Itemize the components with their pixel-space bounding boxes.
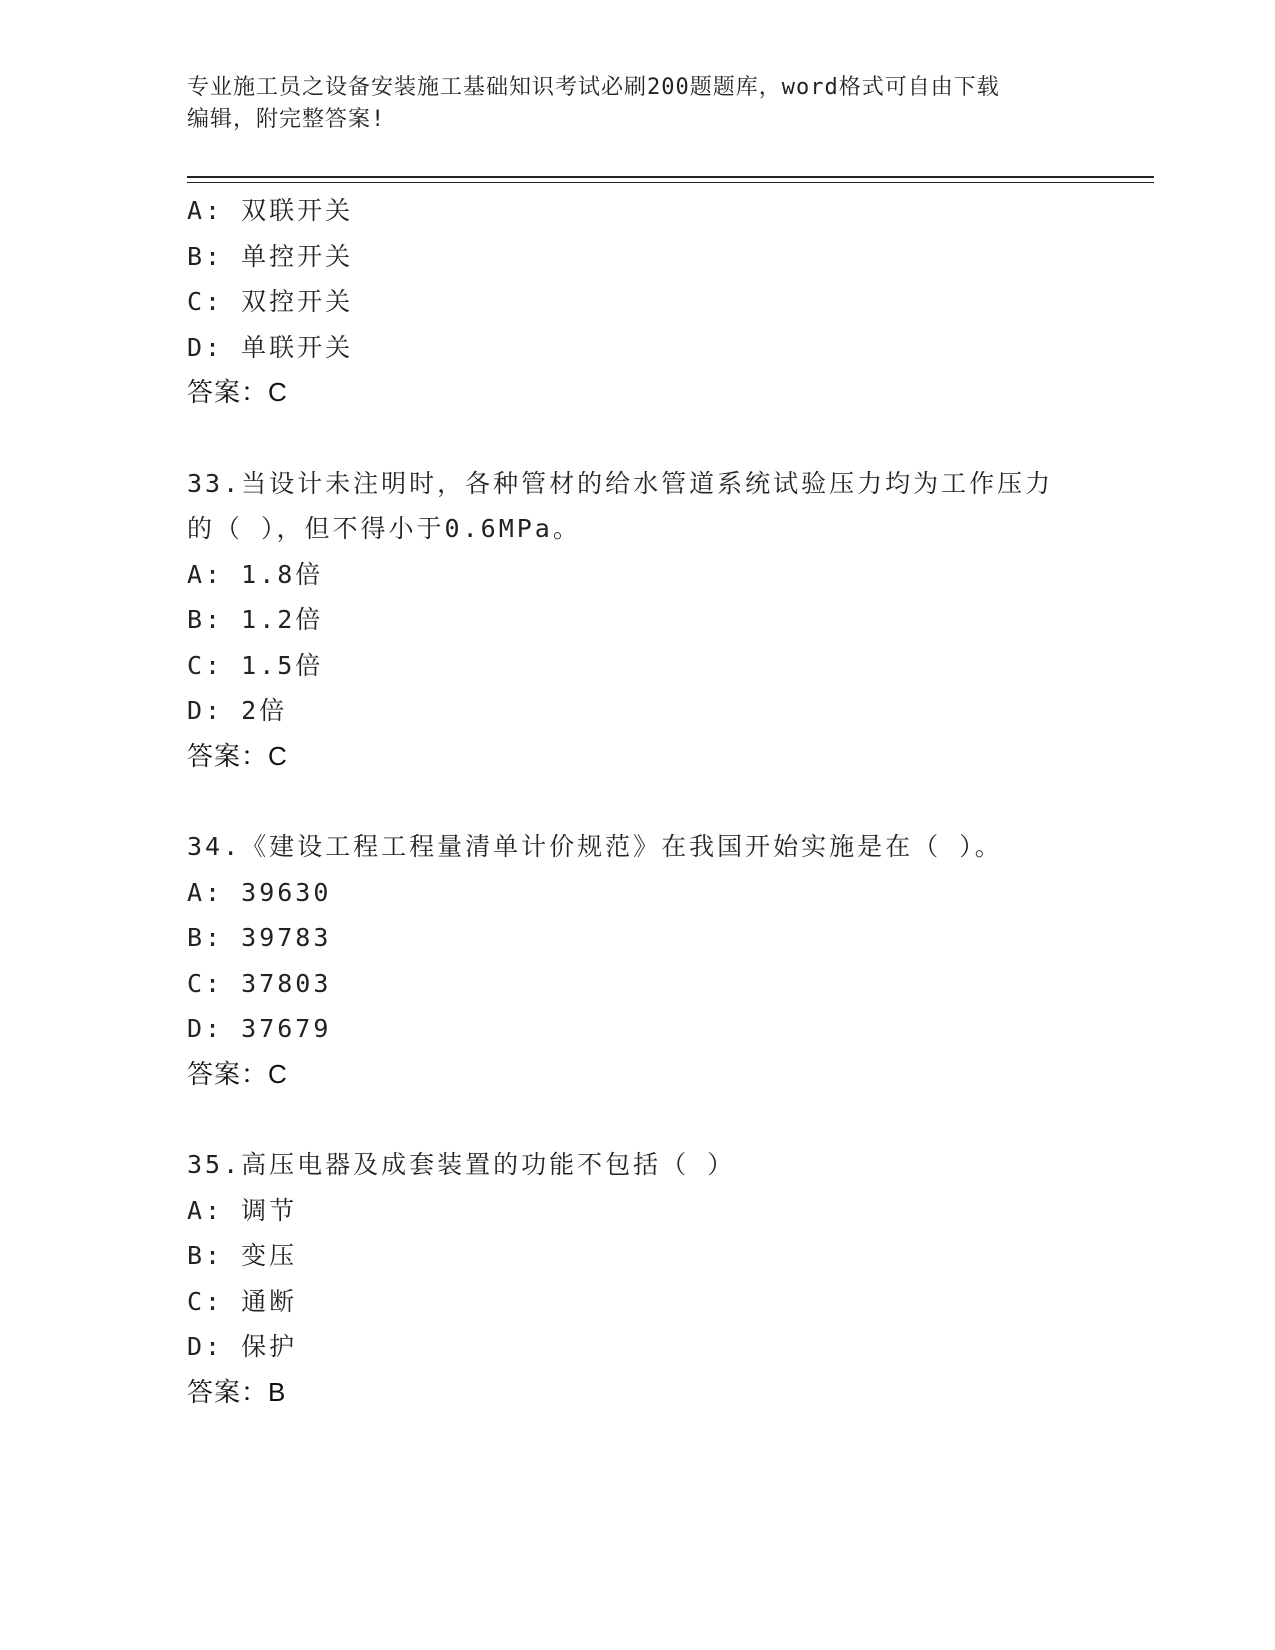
answer-label: 答案：C xyxy=(187,377,288,407)
option-d: D: 37679 xyxy=(187,1014,332,1043)
option-b: B: 单控开关 xyxy=(187,241,354,271)
question-stem: 33.当设计未注明时，各种管材的给水管道系统试验压力均为工作压力 xyxy=(187,468,1054,498)
question-stem: 34.《建设工程工程量清单计价规范》在我国开始实施是在（ ）。 xyxy=(187,832,1003,861)
header-title-line2: 编辑，附完整答案! xyxy=(187,107,386,132)
spacer xyxy=(187,1097,1087,1142)
option-b: B: 变压 xyxy=(187,1241,298,1270)
option-c: C: 1.5倍 xyxy=(187,650,324,680)
answer-label: 答案：B xyxy=(187,1376,287,1407)
header-divider-thick xyxy=(187,176,1154,178)
document-header xyxy=(187,72,1077,136)
option-d: D: 保护 xyxy=(187,1332,298,1361)
question-stem: 35.高压电器及成套装置的功能不包括（ ） xyxy=(187,1150,736,1179)
option-b: B: 39783 xyxy=(187,923,332,952)
option-d: D: 单联开关 xyxy=(187,332,354,362)
option-b: B: 1.2倍 xyxy=(187,605,324,634)
question-33 xyxy=(187,461,1087,780)
question-list xyxy=(187,188,1087,1415)
option-a: A: 调节 xyxy=(187,1195,298,1225)
question-stem-continued: 的（ ），但不得小于0.6MPa。 xyxy=(187,514,581,543)
option-a: A: 1.8倍 xyxy=(187,559,324,589)
question-32 xyxy=(187,188,1087,416)
answer-label: 答案：C xyxy=(187,1058,288,1089)
question-34 xyxy=(187,824,1087,1097)
option-c: C: 通断 xyxy=(187,1286,298,1316)
option-a: A: 双联开关 xyxy=(187,196,354,225)
option-c: C: 双控开关 xyxy=(187,287,354,316)
header-title-line1: 专业施工员之设备安装施工基础知识考试必刷200题题库，word格式可自由下载 xyxy=(187,75,1000,100)
option-d: D: 2倍 xyxy=(187,696,288,725)
answer-label: 答案：C xyxy=(187,740,288,771)
spacer xyxy=(187,779,1087,824)
option-c: C: 37803 xyxy=(187,968,332,998)
spacer xyxy=(187,416,1087,461)
question-35 xyxy=(187,1142,1087,1415)
header-divider-thin xyxy=(187,182,1154,183)
option-a: A: 39630 xyxy=(187,877,332,907)
